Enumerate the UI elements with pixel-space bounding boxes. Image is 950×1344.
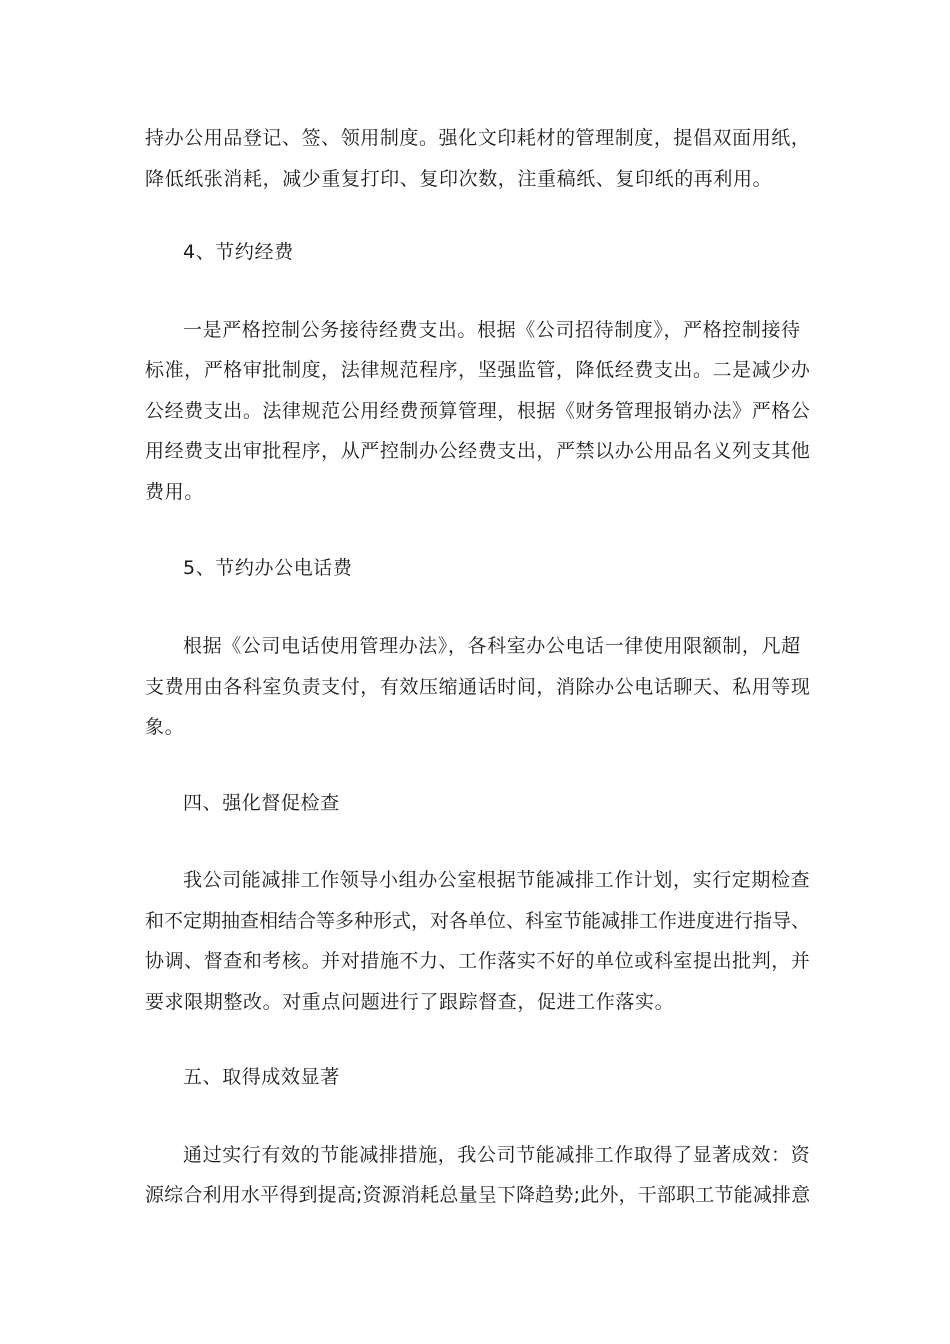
section-heading: 5、节约办公电话费 (183, 557, 353, 579)
section-heading: 4、节约经费 (183, 241, 294, 263)
section-heading: 四、强化督促检查 (183, 792, 340, 814)
paragraph-line: 和不定期抽查相结合等多种形式，对各单位、科室节能减排工作进度进行指导、 (145, 910, 811, 932)
section-heading: 五、取得成效显著 (183, 1066, 340, 1088)
paragraph-line: 标准，严格审批制度，法律规范程序，坚强监管，降低经费支出。二是减少办 (145, 359, 811, 381)
paragraph-line: 要求限期整改。对重点问题进行了跟踪督查，促进工作落实。 (145, 991, 675, 1013)
paragraph-line: 用经费支出审批程序，从严控制办公经费支出，严禁以办公用品名义列支其他 (145, 440, 811, 462)
paragraph-line: 公经费支出。法律规范公用经费预算管理，根据《财务管理报销办法》严格公 (145, 400, 811, 422)
paragraph-line: 持办公用品登记、签、领用制度。强化文印耗材的管理制度，提倡双面用纸， (145, 127, 811, 149)
paragraph-line: 支费用由各科室负责支付，有效压缩通话时间，消除办公电话聊天、私用等现 (145, 676, 811, 698)
paragraph-line: 象。 (145, 716, 185, 738)
paragraph-line: 协调、督查和考核。并对措施不力、工作落实不好的单位或科室提出批判，并 (145, 950, 811, 972)
paragraph-line: 一是严格控制公务接待经费支出。根据《公司招待制度》，严格控制接待 (183, 319, 801, 341)
paragraph-line: 费用。 (145, 481, 204, 503)
paragraph-line: 我公司能减排工作领导小组办公室根据节能减排工作计划，实行定期检查 (183, 869, 811, 891)
paragraph-line: 降低纸张消耗，减少重复打印、复印次数，注重稿纸、复印纸的再利用。 (145, 168, 773, 190)
paragraph-line: 源综合利用水平得到提高;资源消耗总量呈下降趋势;此外，干部职工节能减排意 (145, 1184, 811, 1206)
paragraph-line: 根据《公司电话使用管理办法》，各科室办公电话一律使用限额制，凡超 (183, 635, 801, 657)
paragraph-line: 通过实行有效的节能减排措施，我公司节能减排工作取得了显著成效：资 (183, 1144, 811, 1166)
